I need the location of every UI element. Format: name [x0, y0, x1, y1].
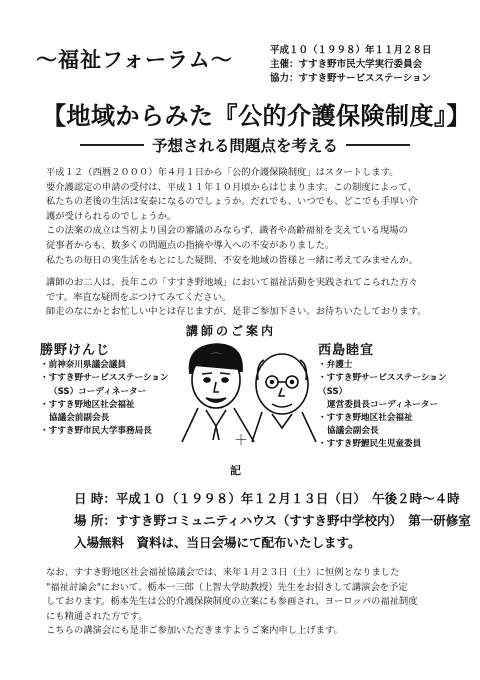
main-title: 【地域からみた『公的介護保険制度』】: [42, 102, 471, 130]
lecturer-role: ・弁護士: [318, 360, 353, 371]
event-details: [74, 488, 471, 554]
body-line: 講師のお二人は、長年この「すすき野地域」において福祉活動を実践されてこられた方々: [46, 277, 418, 289]
intro-text: [46, 166, 444, 320]
place-label: 場 所：: [74, 513, 116, 528]
lecturer-right: [318, 344, 468, 452]
closing-line: にも精通された方です。: [46, 610, 148, 622]
body-line: 平成１２（西暦２０００）年４月１日から「公的介護保険制度」はスタートします。: [46, 167, 399, 178]
subtitle: 予想される問題点を考える: [152, 137, 339, 155]
body-line: 従事者からも、数多くの問題点の指摘や導入への不安がありました。: [46, 239, 335, 251]
divider-mark: ＋: [234, 433, 248, 449]
subtitle-rule-left: [80, 144, 144, 146]
closing-line: しております。栃本先生は公的介護保険制度の立案にも参画され、ヨーロッパの福祉制度: [46, 596, 418, 608]
lecturer-role: 協議会副会長: [327, 426, 379, 437]
lecturer-name: 西島睦宣: [318, 343, 375, 358]
lecturer-role: ・すすき野地区社会福祉: [318, 413, 413, 424]
datetime-value: 平成１０（１９９８）年１２月１３日（日） 午後２時〜４時: [115, 491, 460, 506]
lecturer-role: ・すすき野サービスステーション: [40, 373, 169, 384]
admission-row: [74, 532, 454, 554]
lecturer-role: ・すすき野サービスステーション（SS）: [318, 373, 447, 397]
closing-line: こちらの講演会にも是非ご参加いただきますようご案内申し上げます。: [46, 625, 343, 637]
body-line: 護が受けられるのでしょうか。: [46, 210, 177, 222]
body-line: 私たちの老後の生活は安泰になるのでしょうか。だれでも、いつでも、どこでも手厚い介: [46, 196, 418, 208]
subtitle-row: [80, 134, 410, 156]
lecturer-role: 協議会前副会長: [49, 413, 110, 424]
admission-text: 入場無料 資料は、当日会場にて配布いたします。: [74, 535, 361, 550]
lecturer-role: ・すすき野鯉民生児童委員: [318, 439, 422, 450]
forum-title: 〜福祉フォーラム〜: [36, 48, 233, 72]
body-line: です。率直な疑問をぶつけてみてください。: [46, 291, 232, 303]
body-line: 私たちの毎日の実生活をもとにした疑問、不安を地域の皆様と一緒に考えてみませんか。: [46, 254, 418, 266]
lecturers-heading: 講師のご案内: [186, 324, 277, 338]
closing-line: なお、すすき野地区社会福祉協議会では、来年１月２３日（土）に恒例となりました: [46, 567, 400, 578]
header-info: [270, 44, 432, 86]
lecturer-role: 運営委員長コーディネーター: [327, 399, 439, 410]
cooperation-line: 協力：すすき野サービスステーション: [270, 73, 432, 84]
caricature-right-icon: [252, 354, 316, 442]
notice-label: 記: [230, 464, 241, 477]
lecturer-name: 勝野けんじ: [40, 343, 111, 358]
issue-date: 平成１０（１９９８）年１１月２８日: [270, 45, 432, 56]
caricature-left-icon: [182, 344, 254, 442]
lecturer-role: ・すすき野地区社会福祉: [40, 399, 135, 410]
body-line: この法案の成立は当初より国会の審議のみならず、識者や高齢福祉を支えている現場の: [46, 225, 408, 237]
closing-line: "福祉討論会"において、栃本一三郎（上智大学助教授）先生をお招きして講演会を予定: [46, 581, 408, 593]
lecturer-role: （SS）コーディネーター: [49, 386, 147, 397]
place-row: [74, 510, 471, 532]
place-value: すすき野コミュニティハウス（すすき野中学校内） 第一研修室: [115, 513, 471, 528]
datetime-row: [74, 488, 460, 510]
body-line: 師走のなにかとお忙しい中とは存じますが、是非ご参加下さい。お待ちいたしております。: [46, 306, 427, 318]
host-line: 主催：すすき野市民大学実行委員会: [270, 59, 423, 70]
lecturer-role: ・前神奈川県議会議員: [40, 360, 126, 371]
body-line: 要介護認定の申請の受付は、平成１１年１０月頃からはじまります。この制度によって、: [46, 181, 417, 193]
lecturer-role: ・すすき野市民大学事務局長: [40, 426, 152, 437]
closing-text: [46, 566, 446, 639]
subtitle-rule-right: [346, 144, 410, 146]
lecturer-left: [40, 344, 190, 438]
datetime-label: 日 時：: [74, 491, 116, 506]
